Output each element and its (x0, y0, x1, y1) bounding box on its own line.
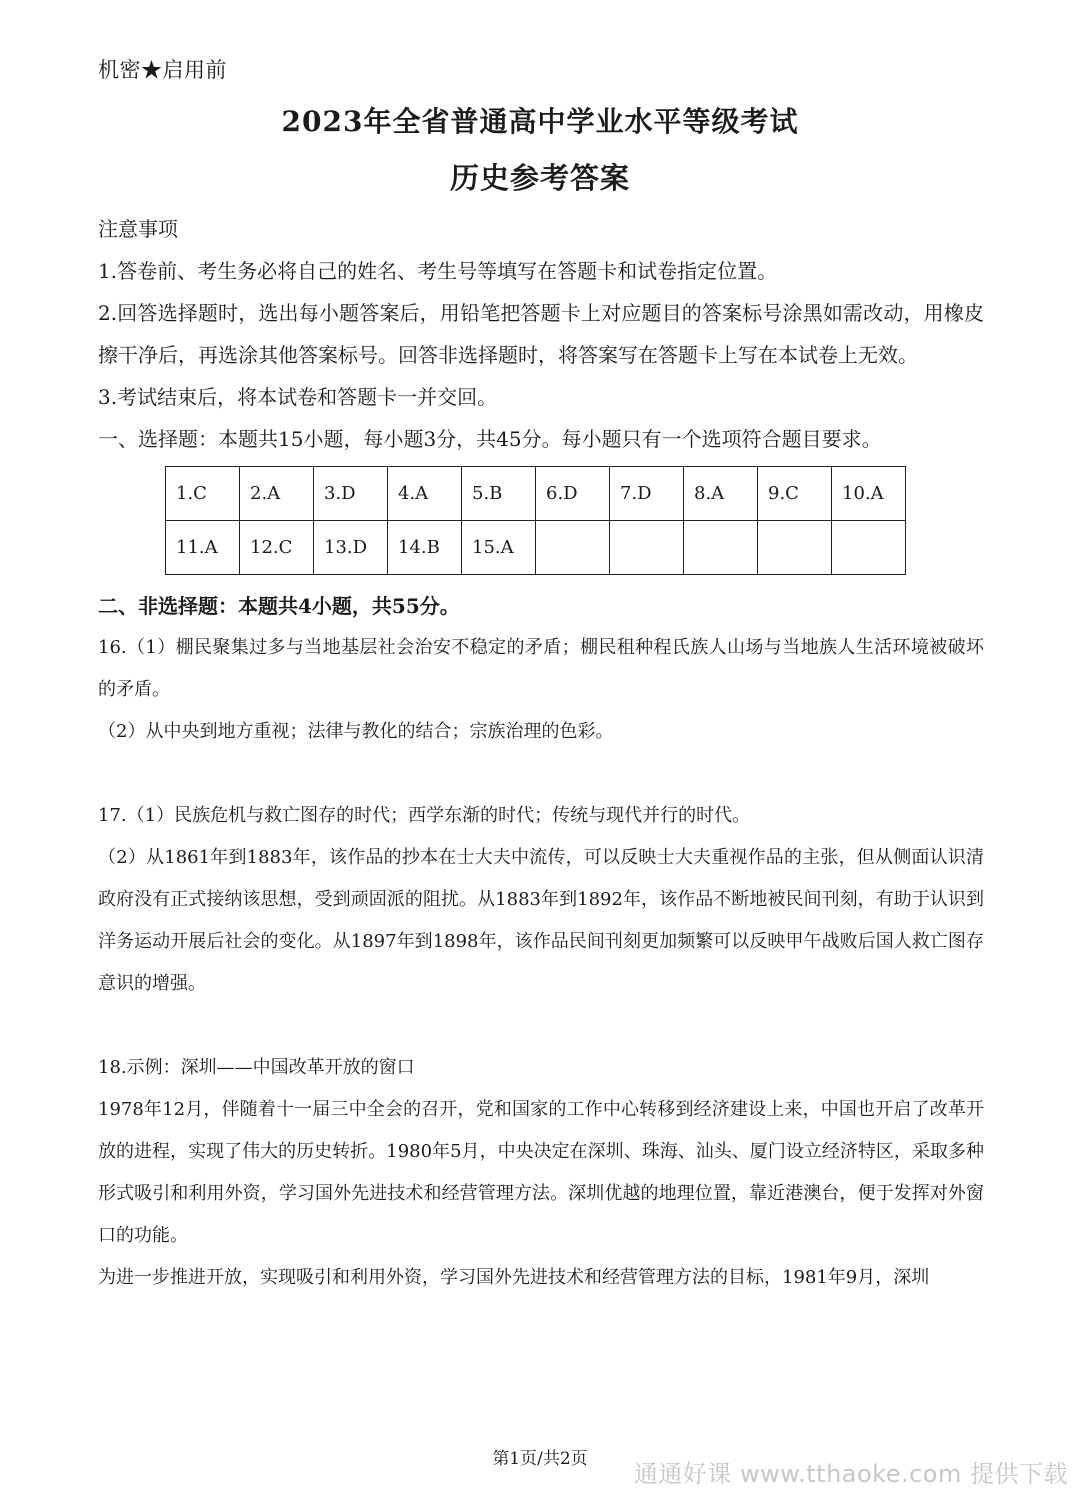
answer-cell (684, 521, 758, 575)
spacer (98, 753, 984, 795)
q18-paragraph-2: 为进一步推进开放，实现吸引和利用外资，学习国外先进技术和经营管理方法的目标，1981年9月，深圳 (98, 1267, 930, 1288)
section2-heading: 二、非选择题：本题共4小题，共55分。 (98, 594, 460, 618)
q18-paragraph-1: 1978年12月，伴随着十一届三中全会的召开，党和国家的工作中心转移到经济建设上来，中国也开启了改革开放的进程，实现了伟大的历史转折。1980年5月，中央决定在深圳、珠海、汕头、厦门设立经济特区，采取多种形式吸引和利用外资，学习国外先进技术和经营管理方法。深圳优越的地理位置，靠近港澳台，便于发挥对外窗口的功能。 (98, 1099, 984, 1246)
answer-cell: 13.D (314, 521, 388, 575)
table-row (166, 467, 906, 521)
note-item-1: 1.答卷前、考生务必将自己的姓名、考生号等填写在答题卡和试卷指定位置。 (98, 259, 778, 283)
answer-cell: 9.C (758, 467, 832, 521)
answer-cell: 14.B (388, 521, 462, 575)
q16-part1: 16.（1）棚民聚集过多与当地基层社会治安不稳定的矛盾；棚民租种程氏族人山场与当地族人生活环境被破坏的矛盾。 (98, 637, 984, 700)
answer-cell: 12.C (240, 521, 314, 575)
q17-part1: 17.（1）民族危机与救亡图存的时代；西学东渐的时代；传统与现代并行的时代。 (98, 805, 751, 826)
watermark: 通通好课 www.tthaoke.com 提供下载 (633, 1460, 1068, 1488)
document-body (98, 208, 984, 1299)
answer-cell: 4.A (388, 467, 462, 521)
confidential-label: 机密★启用前 (98, 58, 227, 82)
answer-cell: 3.D (314, 467, 388, 521)
answer-cell: 10.A (832, 467, 906, 521)
answer-cell: 1.C (166, 467, 240, 521)
answer-cell (758, 521, 832, 575)
spacer (98, 1005, 984, 1047)
answer-cell (536, 521, 610, 575)
exam-title: 2023年全省普通高中学业水平等级考试 (281, 105, 799, 138)
answer-table (165, 466, 906, 575)
note-item-3: 3.考试结束后，将本试卷和答题卡一并交回。 (98, 385, 498, 409)
q17-part2: （2）从1861年到1883年，该作品的抄本在士大夫中流传，可以反映士大夫重视作品的主张，但从侧面认识清政府没有正式接纳该思想，受到顽固派的阻扰。从1883年到1892年，该作品不断地被民间刊刻，有助于认识到洋务运动开展后社会的变化。从1897年到1898年，该作品民间刊刻更加频繁可以反映甲午战败后国人救亡图存意识的增强。 (98, 847, 984, 994)
answer-cell: 2.A (240, 467, 314, 521)
notes-heading: 注意事项 (98, 217, 178, 241)
q16-part2: （2）从中央到地方重视；法律与教化的结合；宗族治理的色彩。 (98, 721, 614, 742)
answer-cell: 15.A (462, 521, 536, 575)
page-number: 第1页/共2页 (492, 1449, 588, 1469)
answer-cell (610, 521, 684, 575)
answer-cell: 5.B (462, 467, 536, 521)
answer-cell: 11.A (166, 521, 240, 575)
section1-heading: 一、选择题：本题共15小题，每小题3分，共45分。每小题只有一个选项符合题目要求。 (98, 427, 882, 451)
q18-heading: 18.示例：深圳——中国改革开放的窗口 (98, 1057, 415, 1078)
answer-cell: 8.A (684, 467, 758, 521)
note-item-2: 2.回答选择题时，选出每小题答案后，用铅笔把答题卡上对应题目的答案标号涂黑如需改动，用橡皮擦干净后，再选涂其他答案标号。回答非选择题时，将答案写在答题卡上写在本试卷上无效。 (98, 301, 984, 367)
answer-cell: 6.D (536, 467, 610, 521)
table-row (166, 521, 906, 575)
answer-cell: 7.D (610, 467, 684, 521)
exam-subtitle: 历史参考答案 (449, 161, 630, 195)
answer-cell (832, 521, 906, 575)
